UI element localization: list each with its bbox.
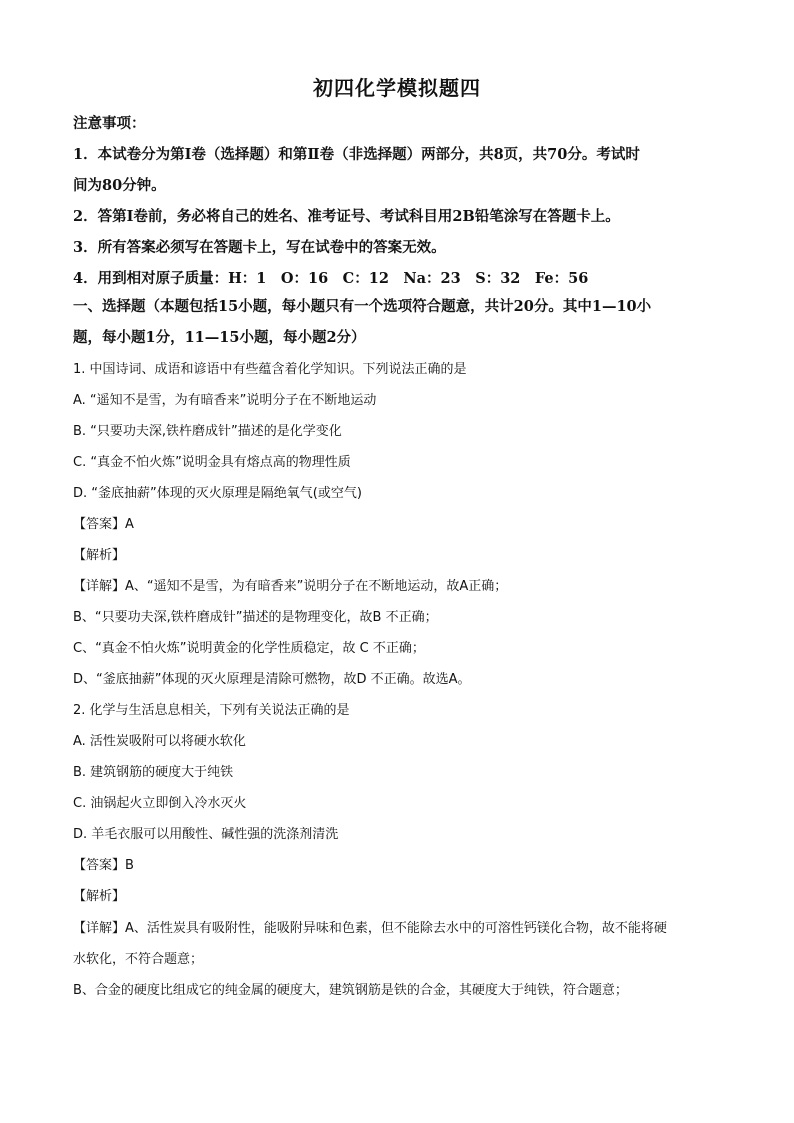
notice-item: 2．答第Ⅰ卷前，务必将自己的姓名、准考证号、考试科目用2B铅笔涂写在答题卡上。 <box>73 208 620 225</box>
notice-section <box>73 108 725 294</box>
detail-line: B、合金的硬度比组成它的纯金属的硬度大，建筑钢筋是铁的合金，其硬度大于纯铁，符合题意； <box>73 983 628 998</box>
question-option: D. “釜底抽薪”体现的灭火原理是隔绝氧气(或空气) <box>73 486 362 501</box>
answer-label: 【答案】B <box>73 858 134 873</box>
question-stem: 1. 中国诗词、成语和谚语中有些蕴含着化学知识。下列说法正确的是 <box>73 362 467 377</box>
notice-item: 4．用到相对原子质量：H：1 O：16 C：12 Na：23 S：32 Fe：56 <box>73 270 589 287</box>
detail-line: D、“釜底抽薪”体现的灭火原理是清除可燃物，故D 不正确。故选A。 <box>73 672 471 687</box>
notice-item: 间为80分钟。 <box>73 177 166 194</box>
answer-label: 【答案】A <box>73 517 134 532</box>
section-heading-line: 题，每小题1分，11—15小题，每小题2分） <box>73 329 366 346</box>
analysis-label: 【解析】 <box>73 548 126 563</box>
section-heading-line: 一、选择题（本题包括15小题，每小题只有一个选项符合题意，共计20分。其中1—10小 <box>73 298 652 315</box>
detail-line: 【详解】A、“遥知不是雪，为有暗香来”说明分子在不断地运动，故A正确； <box>73 579 508 594</box>
notice-item: 3．所有答案必须写在答题卡上，写在试卷中的答案无效。 <box>73 239 446 256</box>
section-heading <box>73 291 725 353</box>
page-title: 初四化学模拟题四 <box>313 76 481 100</box>
question-option: C. 油锅起火立即倒入冷水灭火 <box>73 796 247 811</box>
question-1 <box>73 354 725 912</box>
notice-item: 1．本试卷分为第Ⅰ卷（选择题）和第Ⅱ卷（非选择题）两部分，共8页，共70分。考试时 <box>73 146 640 163</box>
detail-line: B、“只要功夫深,铁杵磨成针”描述的是物理变化，故B 不正确； <box>73 610 438 625</box>
question-option: A. 活性炭吸附可以将硬水软化 <box>73 734 246 749</box>
question-option: A. “遥知不是雪，为有暗香来”说明分子在不断地运动 <box>73 393 377 408</box>
detail-line: 【详解】A、活性炭具有吸附性，能吸附异味和色素，但不能除去水中的可溶性钙镁化合物，故不能将硬 <box>73 921 667 936</box>
detail-line: 水软化，不符合题意； <box>73 952 204 967</box>
question-2-detail <box>73 913 725 1006</box>
question-stem: 2. 化学与生活息息相关，下列有关说法正确的是 <box>73 703 350 718</box>
question-option: C. “真金不怕火炼”说明金具有熔点高的物理性质 <box>73 455 351 470</box>
notice-heading: 注意事项： <box>73 115 146 132</box>
question-option: D. 羊毛衣服可以用酸性、碱性强的洗涤剂清洗 <box>73 827 339 842</box>
question-option: B. 建筑钢筋的硬度大于纯铁 <box>73 765 234 780</box>
question-option: B. “只要功夫深,铁杵磨成针”描述的是化学变化 <box>73 424 342 439</box>
analysis-label: 【解析】 <box>73 889 126 904</box>
detail-line: C、“真金不怕火炼”说明黄金的化学性质稳定，故 C 不正确； <box>73 641 425 656</box>
